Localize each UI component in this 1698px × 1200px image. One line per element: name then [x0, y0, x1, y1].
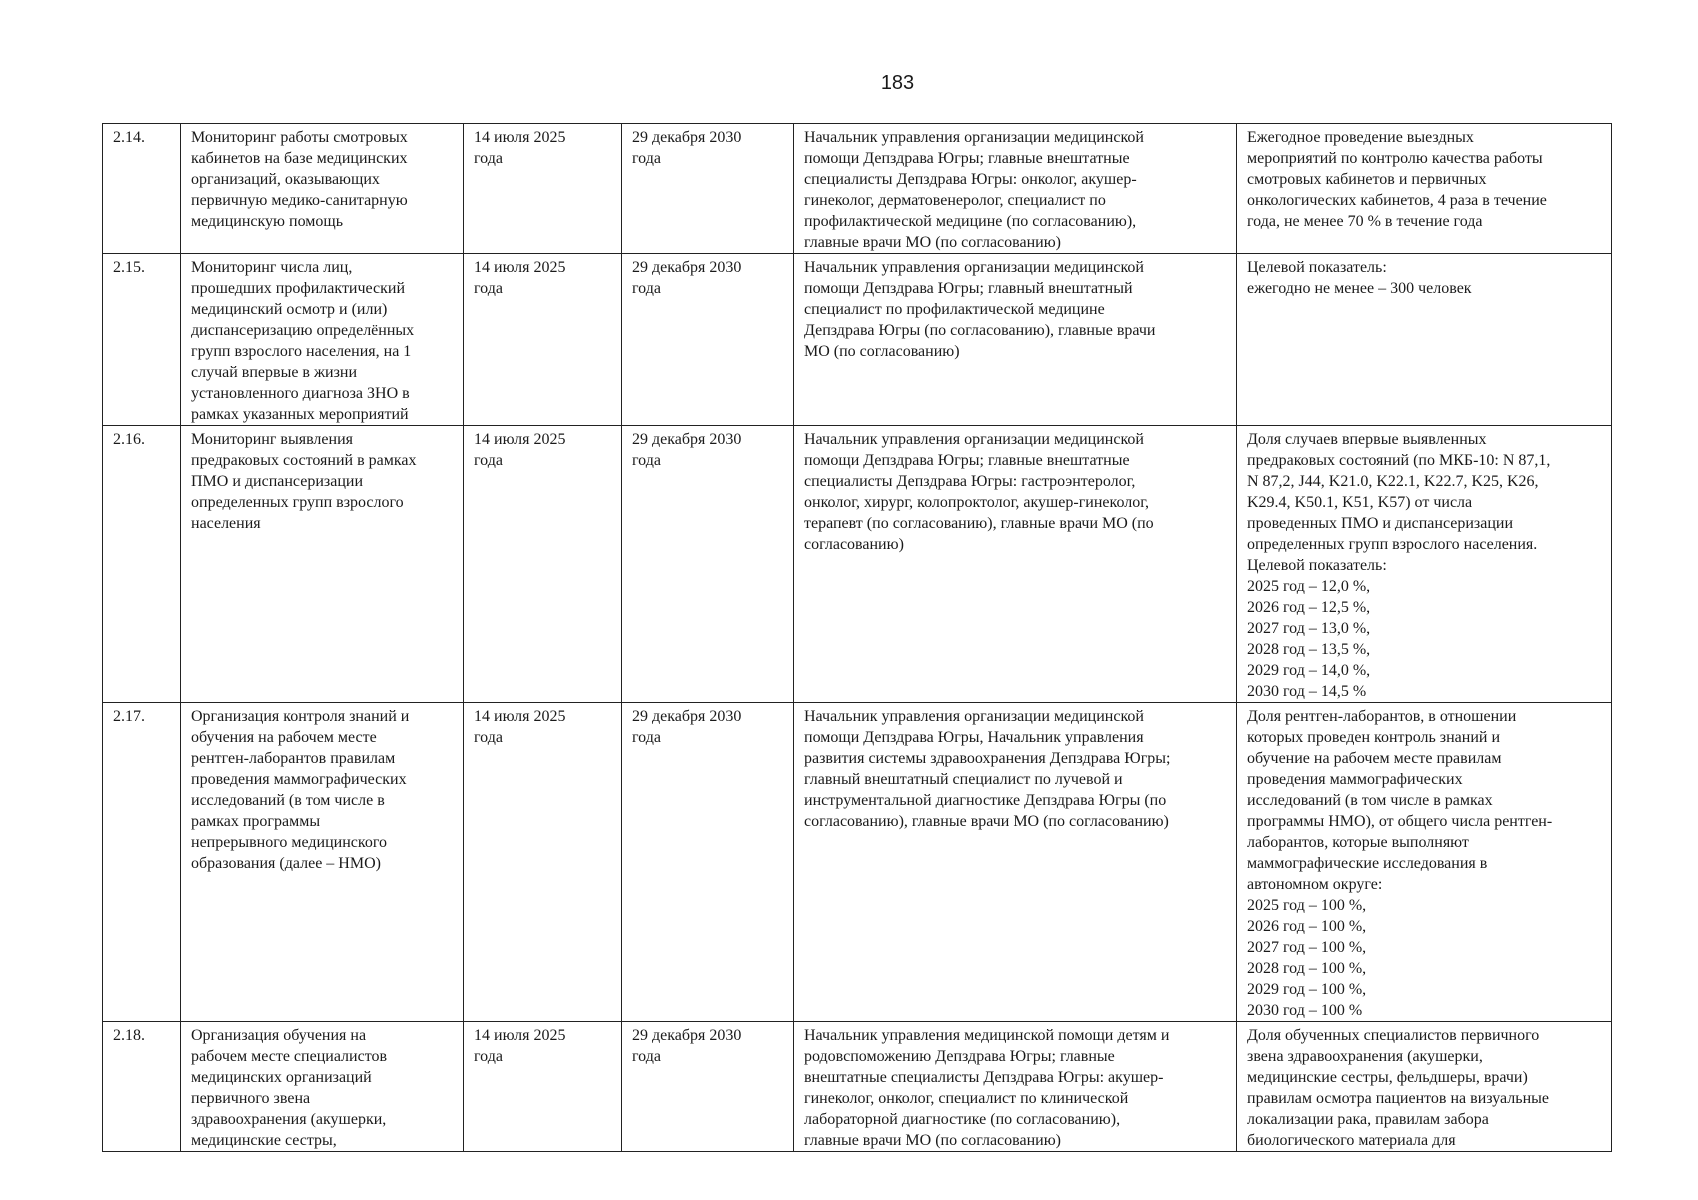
cell-text-line: проведения маммографических	[191, 771, 407, 788]
responsible-cell	[794, 1022, 1237, 1152]
responsible-cell	[794, 254, 1237, 426]
table-row	[103, 254, 1612, 426]
cell-text-line: Организация обучения на	[191, 1027, 367, 1044]
cell-text-line: главные врачи МО (по согласованию)	[804, 1132, 1061, 1149]
result-cell	[1237, 426, 1612, 703]
cell-text-line: Целевой показатель:	[1247, 557, 1387, 574]
cell-text-line: гинеколог, онколог, специалист по клинической	[804, 1090, 1129, 1107]
cell-text-line: медицинский осмотр и (или)	[191, 301, 388, 318]
row-number-cell	[103, 1022, 181, 1152]
cell-text-line: главный внештатный специалист по лучевой и	[804, 771, 1123, 788]
cell-text-line: Мониторинг выявления	[191, 431, 353, 448]
cell-text-line: 29 декабря 2030	[632, 259, 742, 276]
cell-text-line: Начальник управления организации медицинской	[804, 129, 1144, 146]
cell-text-line: Организация контроля знаний и	[191, 708, 410, 725]
cell-text-line: года	[632, 452, 661, 469]
result-cell	[1237, 124, 1612, 254]
activity-cell	[181, 1022, 464, 1152]
cell-text-line: N 87,2, J44, K21.0, K22.1, K22.7, K25, K26,	[1247, 473, 1539, 490]
row-number-cell	[103, 254, 181, 426]
cell-text-line: терапевт (по согласованию), главные врачи МО (по	[804, 515, 1154, 532]
cell-text-line: года	[474, 280, 503, 297]
cell-text-line: 14 июля 2025	[474, 259, 566, 276]
cell-text-line: года	[632, 150, 661, 167]
cell-text-line: исследований (в том числе в рамках	[1247, 792, 1493, 809]
cell-text-line: кабинетов на базе медицинских	[191, 150, 408, 167]
cell-text-line: развития системы здравоохранения Депздрава Югры;	[804, 750, 1171, 767]
cell-text-line: предраковых состояний (по МКБ-10: N 87,1,	[1247, 452, 1551, 469]
cell-text-line: медицинские сестры, фельдшеры, врачи)	[1247, 1069, 1528, 1086]
cell-text-line: года	[474, 729, 503, 746]
cell-text-line: 29 декабря 2030	[632, 431, 742, 448]
end-date-cell	[622, 426, 794, 703]
cell-text-line: 2029 год – 14,0 %,	[1247, 662, 1371, 679]
result-cell	[1237, 254, 1612, 426]
cell-text-line: определенных групп взрослого населения.	[1247, 536, 1538, 553]
cell-text-line: 2.17.	[113, 708, 145, 725]
cell-text-line: ежегодно не менее – 300 человек	[1247, 280, 1472, 297]
cell-text-line: родовспоможению Депздрава Югры; главные	[804, 1048, 1115, 1065]
cell-text-line: Доля случаев впервые выявленных	[1247, 431, 1487, 448]
cell-text-line: рамках указанных мероприятий	[191, 406, 409, 423]
cell-text-line: Депздрава Югры (по согласованию), главные врачи	[804, 322, 1156, 339]
cell-text-line: онкологических кабинетов, 4 раза в течение	[1247, 192, 1547, 209]
cell-text-line: специалист по профилактической медицине	[804, 301, 1105, 318]
activity-cell	[181, 124, 464, 254]
cell-text-line: Начальник управления организации медицинской	[804, 259, 1144, 276]
activity-cell	[181, 426, 464, 703]
cell-text-line: помощи Депздрава Югры; главные внештатные	[804, 452, 1130, 469]
cell-text-line: 14 июля 2025	[474, 708, 566, 725]
cell-text-line: 2.15.	[113, 259, 145, 276]
cell-text-line: звена здравоохранения (акушерки,	[1247, 1048, 1483, 1065]
page-number: 183	[880, 72, 915, 94]
cell-text-line: лаборантов, которые выполняют	[1247, 834, 1469, 851]
activity-cell	[181, 703, 464, 1022]
cell-text-line: непрерывного медицинского	[191, 834, 387, 851]
table-row	[103, 1022, 1612, 1152]
start-date-cell	[464, 426, 622, 703]
cell-text-line: 2027 год – 100 %,	[1247, 939, 1367, 956]
responsible-cell	[794, 703, 1237, 1022]
cell-text-line: 2028 год – 100 %,	[1247, 960, 1367, 977]
cell-text-line: образования (далее – НМО)	[191, 855, 381, 872]
row-number-cell	[103, 124, 181, 254]
cell-text-line: Начальник управления организации медицинской	[804, 708, 1144, 725]
cell-text-line: года, не менее 70 % в течение года	[1247, 213, 1483, 230]
cell-text-line: года	[474, 1048, 503, 1065]
cell-text-line: 29 декабря 2030	[632, 129, 742, 146]
cell-text-line: года	[632, 729, 661, 746]
cell-text-line: программы НМО), от общего числа рентген-	[1247, 813, 1553, 830]
cell-text-line: года	[474, 452, 503, 469]
table-row	[103, 703, 1612, 1022]
cell-text-line: 2030 год – 14,5 %	[1247, 683, 1367, 700]
cell-text-line: проведенных ПМО и диспансеризации	[1247, 515, 1514, 532]
cell-text-line: Целевой показатель:	[1247, 259, 1387, 276]
cell-text-line: групп взрослого населения, на 1	[191, 343, 412, 360]
cell-text-line: 2026 год – 12,5 %,	[1247, 599, 1371, 616]
cell-text-line: медицинскую помощь	[191, 213, 344, 230]
cell-text-line: 14 июля 2025	[474, 129, 566, 146]
cell-text-line: диспансеризацию определённых	[191, 322, 415, 339]
row-number-cell	[103, 426, 181, 703]
cell-text-line: ПМО и диспансеризации	[191, 473, 363, 490]
cell-text-line: главные врачи МО (по согласованию)	[804, 234, 1061, 251]
cell-text-line: рамках программы	[191, 813, 321, 830]
cell-text-line: здравоохранения (акушерки,	[191, 1111, 387, 1128]
cell-text-line: 2026 год – 100 %,	[1247, 918, 1367, 935]
cell-text-line: маммографические исследования в	[1247, 855, 1488, 872]
cell-text-line: внештатные специалисты Депздрава Югры: акушер-	[804, 1069, 1164, 1086]
cell-text-line: медицинских организаций	[191, 1069, 372, 1086]
cell-text-line: года	[632, 1048, 661, 1065]
result-cell	[1237, 703, 1612, 1022]
cell-text-line: Начальник управления организации медицинской	[804, 431, 1144, 448]
cell-text-line: 29 декабря 2030	[632, 1027, 742, 1044]
cell-text-line: 2029 год – 100 %,	[1247, 981, 1367, 998]
cell-text-line: МО (по согласованию)	[804, 343, 960, 360]
end-date-cell	[622, 254, 794, 426]
table-row	[103, 124, 1612, 254]
cell-text-line: профилактической медицине (по согласованию),	[804, 213, 1137, 230]
cell-text-line: 2027 год – 13,0 %,	[1247, 620, 1371, 637]
cell-text-line: Доля обученных специалистов первичного	[1247, 1027, 1540, 1044]
cell-text-line: 29 декабря 2030	[632, 708, 742, 725]
cell-text-line: мероприятий по контролю качества работы	[1247, 150, 1543, 167]
result-cell	[1237, 1022, 1612, 1152]
cell-text-line: гинеколог, дерматовенеролог, специалист по	[804, 192, 1106, 209]
cell-text-line: 2025 год – 12,0 %,	[1247, 578, 1371, 595]
cell-text-line: онколог, хирург, колопроктолог, акушер-гинеколог,	[804, 494, 1150, 511]
start-date-cell	[464, 1022, 622, 1152]
cell-text-line: специалисты Депздрава Югры: гастроэнтеролог,	[804, 473, 1136, 490]
cell-text-line: рентген-лаборантов правилам	[191, 750, 396, 767]
cell-text-line: помощи Депздрава Югры, Начальник управления	[804, 729, 1144, 746]
cell-text-line: определенных групп взрослого	[191, 494, 404, 511]
end-date-cell	[622, 1022, 794, 1152]
end-date-cell	[622, 124, 794, 254]
cell-text-line: лабораторной диагностике (по согласованию),	[804, 1111, 1121, 1128]
cell-text-line: 2.14.	[113, 129, 145, 146]
responsible-cell	[794, 426, 1237, 703]
end-date-cell	[622, 703, 794, 1022]
cell-text-line: 2.16.	[113, 431, 145, 448]
cell-text-line: населения	[191, 515, 261, 532]
cell-text-line: Доля рентген-лаборантов, в отношении	[1247, 708, 1517, 725]
start-date-cell	[464, 124, 622, 254]
cell-text-line: смотровых кабинетов и первичных	[1247, 171, 1487, 188]
row-number-cell	[103, 703, 181, 1022]
cell-text-line: автономном округе:	[1247, 876, 1383, 893]
cell-text-line: 2025 год – 100 %,	[1247, 897, 1367, 914]
cell-text-line: организаций, оказывающих	[191, 171, 380, 188]
cell-text-line: 2028 год – 13,5 %,	[1247, 641, 1371, 658]
cell-text-line: локализации рака, правилам забора	[1247, 1111, 1489, 1128]
start-date-cell	[464, 703, 622, 1022]
cell-text-line: помощи Депздрава Югры; главный внештатный	[804, 280, 1133, 297]
cell-text-line: биологического материала для	[1247, 1132, 1456, 1149]
cell-text-line: согласованию)	[804, 536, 904, 553]
cell-text-line: первичную медико-санитарную	[191, 192, 408, 209]
cell-text-line: Мониторинг числа лиц,	[191, 259, 353, 276]
cell-text-line: помощи Депздрава Югры; главные внештатные	[804, 150, 1130, 167]
cell-text-line: года	[632, 280, 661, 297]
start-date-cell	[464, 254, 622, 426]
cell-text-line: K29.4, K50.1, K51, K57) от числа	[1247, 494, 1473, 511]
cell-text-line: первичного звена	[191, 1090, 311, 1107]
cell-text-line: согласованию), главные врачи МО (по согласованию)	[804, 813, 1169, 830]
activity-cell	[181, 254, 464, 426]
cell-text-line: установленного диагноза ЗНО в	[191, 385, 410, 402]
cell-text-line: исследований (в том числе в	[191, 792, 385, 809]
cell-text-line: 2.18.	[113, 1027, 145, 1044]
cell-text-line: предраковых состояний в рамках	[191, 452, 417, 469]
cell-text-line: обучения на рабочем месте	[191, 729, 377, 746]
responsible-cell	[794, 124, 1237, 254]
cell-text-line: 14 июля 2025	[474, 431, 566, 448]
cell-text-line: обучение на рабочем месте правилам	[1247, 750, 1502, 767]
cell-text-line: медицинские сестры,	[191, 1132, 337, 1149]
cell-text-line: правилам осмотра пациентов на визуальные	[1247, 1090, 1549, 1107]
cell-text-line: рабочем месте специалистов	[191, 1048, 388, 1065]
cell-text-line: которых проведен контроль знаний и	[1247, 729, 1501, 746]
cell-text-line: инструментальной диагностике Депздрава Югры (по	[804, 792, 1167, 809]
cell-text-line: Ежегодное проведение выездных	[1247, 129, 1474, 146]
cell-text-line: Начальник управления медицинской помощи детям и	[804, 1027, 1170, 1044]
measures-table	[102, 123, 1612, 1152]
cell-text-line: Мониторинг работы смотровых	[191, 129, 408, 146]
cell-text-line: проведения маммографических	[1247, 771, 1463, 788]
cell-text-line: 2030 год – 100 %	[1247, 1002, 1363, 1019]
cell-text-line: 14 июля 2025	[474, 1027, 566, 1044]
cell-text-line: специалисты Депздрава Югры: онколог, акушер-	[804, 171, 1137, 188]
cell-text-line: случай впервые в жизни	[191, 364, 358, 381]
cell-text-line: года	[474, 150, 503, 167]
table-row	[103, 426, 1612, 703]
cell-text-line: прошедших профилактический	[191, 280, 406, 297]
